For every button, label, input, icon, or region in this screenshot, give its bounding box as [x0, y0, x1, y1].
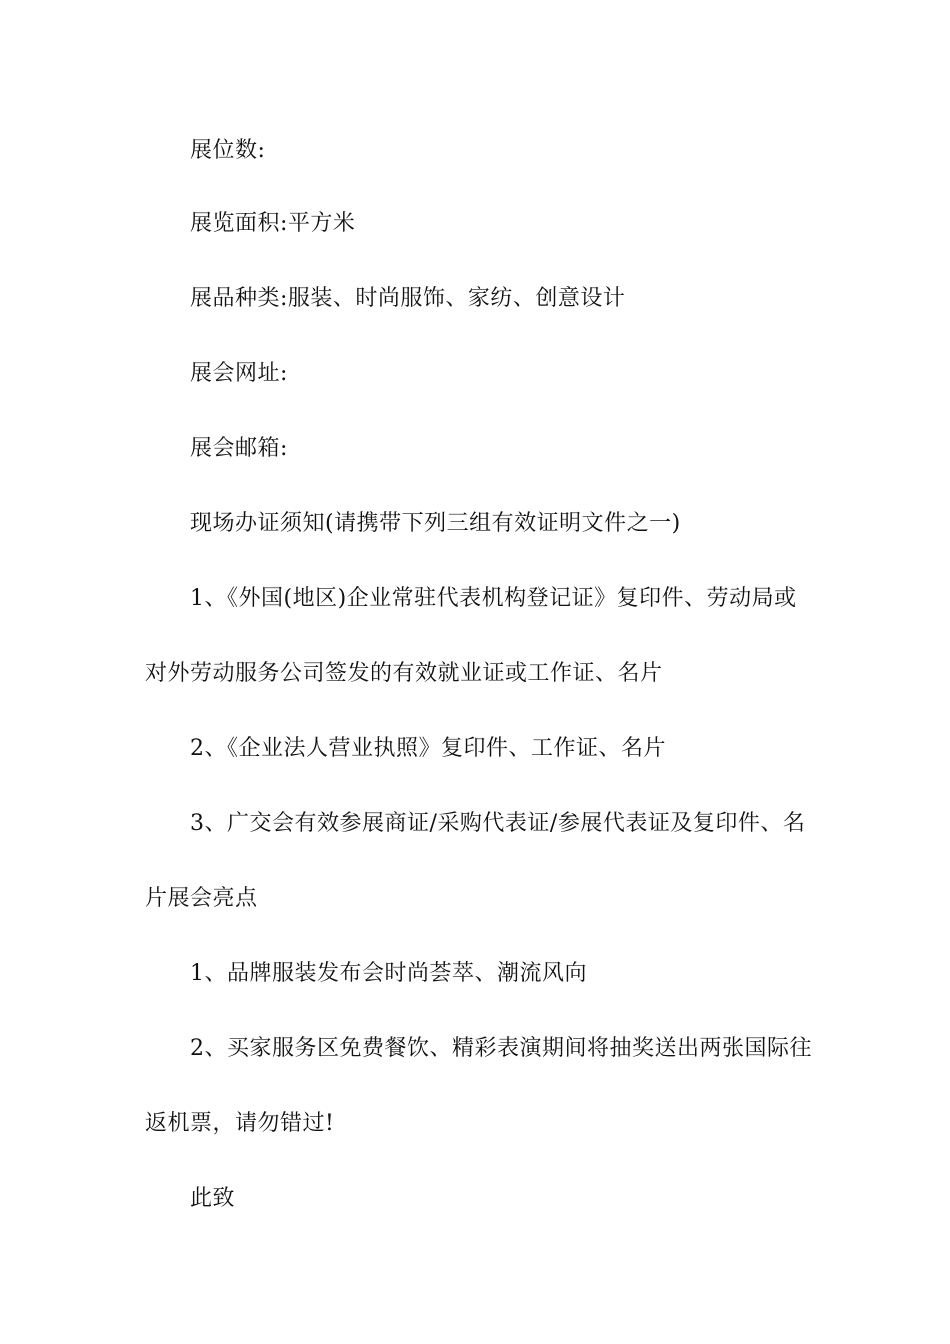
highlight-2-line-1: 2、买家服务区免费餐饮、精彩表演期间将抽奖送出两张国际往	[190, 1036, 812, 1061]
exhibition-area-line: 展览面积:平方米	[190, 211, 356, 236]
onsite-registration-heading: 现场办证须知(请携带下列三组有效证明文件之一)	[190, 511, 681, 536]
booth-count-line: 展位数:	[190, 138, 266, 163]
requirement-3-line-2: 片展会亮点	[145, 886, 258, 911]
requirement-2-line: 2、《企业法人营业执照》复印件、工作证、名片	[190, 736, 666, 761]
highlight-2-line-2: 返机票，请勿错过!	[145, 1111, 335, 1136]
requirement-3-line-1: 3、广交会有效参展商证/采购代表证/参展代表证及复印件、名	[190, 811, 806, 836]
requirement-1-line-2: 对外劳动服务公司签发的有效就业证或工作证、名片	[145, 661, 663, 686]
closing-line: 此致	[190, 1186, 236, 1211]
requirement-1-line-1: 1、《外国(地区)企业常驻代表机构登记证》复印件、劳动局或	[190, 586, 797, 611]
exhibition-email-line: 展会邮箱:	[190, 436, 288, 461]
exhibit-categories-line: 展品种类:服装、时尚服饰、家纺、创意设计	[190, 286, 626, 311]
highlight-1-line: 1、品牌服装发布会时尚荟萃、潮流风向	[190, 961, 587, 986]
exhibition-website-line: 展会网址:	[190, 361, 288, 386]
